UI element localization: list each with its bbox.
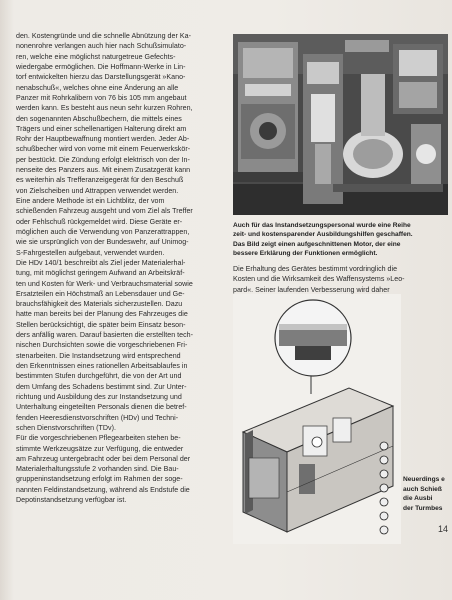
- caption-line: zeit- und kostensparender Ausbildungshilfen geschaffen.: [233, 231, 413, 239]
- text-line: Rohr der Hauptbewaffnung montiert werden. Jeder Ab-: [16, 135, 190, 144]
- text-line: stimmte Werkzeugsätze zur Verfügung, die entweder: [16, 444, 184, 453]
- engine-photo: [233, 34, 448, 215]
- text-line: Panzer mit Rohrkalibern von 76 bis 105 mm angebaut: [16, 93, 187, 102]
- text-line: nenseite des Panzers aus. Mit einem Zusatzgerät kann: [16, 166, 191, 175]
- illustration-caption: [403, 475, 452, 513]
- text-line: Die Erhaltung des Gerätes bestimmt vordringlich die: [233, 265, 398, 273]
- text-line: Materialerhaltungsstufe 2 vorhanden sind. Die Bau-: [16, 465, 179, 474]
- caption-line: die Ausbi: [403, 495, 433, 503]
- text-line: nannten Feldinstandsetzung, während als Endstufe die: [16, 485, 190, 494]
- text-line: schießenden Fahrzeug ausgeht und vom Ziel als Treffer: [16, 207, 193, 216]
- text-line: es weiterhin als Trefferanzeigegerät für den Beschuß: [16, 176, 184, 185]
- simulator-illustration: [233, 294, 401, 544]
- text-line: per bestückt. Die Zündung erfolgt elektrisch von der In-: [16, 155, 190, 164]
- text-line: am Fahrzeug untergebracht oder bei dem Personal der: [16, 454, 191, 463]
- text-line: pard«. Seiner laufenden Verbesserung wird daher: [233, 285, 390, 294]
- text-line: tung, mit möglichst geringem Aufwand an Arbeitskräf-: [16, 269, 185, 278]
- text-line: wiedergabe ermöglichen. Die Hoffmann-Werke in Lin-: [16, 62, 186, 71]
- text-line: den sogenannten Abschußbechern, die mittels eines: [16, 114, 182, 123]
- caption-line: bessere Erklärung der Funktionen ermöglicht.: [233, 249, 378, 257]
- text-line: schußbecher wird von vorne mit einem Feuerwerkskör-: [16, 145, 191, 154]
- text-line: schen Dienstvorschriften (TDv).: [16, 423, 116, 432]
- text-line: Unterhaltung eingeteilten Personals dienen die betref-: [16, 403, 187, 412]
- caption-line: auch Schieß: [403, 485, 442, 493]
- text-line: dem Umfang des Schadens bestimmt sind. Zur Unter-: [16, 382, 187, 391]
- right-text-column: [233, 264, 448, 295]
- text-line: richtung und Ausbildung des zur Instandsetzung und: [16, 392, 182, 401]
- text-line: fenden Heeresdienstvorschriften (HDv) und Techni-: [16, 413, 179, 422]
- caption-line: Neuerdings e: [403, 476, 445, 483]
- text-line: den. Kostengründe und die schnelle Abnützung der Ka-: [16, 32, 191, 40]
- text-line: wie sie ursprünglich von der Bundeswehr, auf Unimog-: [16, 238, 189, 247]
- text-line: werden kann. Es besteht aus neun sehr kurzen Rohren,: [16, 104, 193, 113]
- text-line: Depotinstandsetzung verfügbar ist.: [16, 496, 127, 505]
- text-line: den Erkenntnissen eines rationellen Arbeitsablaufes in: [16, 362, 188, 370]
- text-line: möglichen auch die Verwendung von Panzerattrappen,: [16, 227, 190, 236]
- text-line: ten und Kosten für Werk- und Verbrauchsmaterial sowie: [16, 279, 193, 288]
- page-number: 14: [438, 524, 449, 534]
- text-line: Für die vorgeschriebenen Pflegearbeiten stehen be-: [16, 434, 181, 443]
- left-text-column: [16, 31, 228, 505]
- text-line: hatte man bereits bei der Planung des Fahrzeuges die: [16, 310, 188, 319]
- text-line: Trägers und einer schellenartigen Halterung direkt am: [16, 124, 187, 133]
- caption-line: Auch für das Instandsetzungspersonal wurde eine Reihe: [233, 222, 411, 229]
- caption-line: der Turmbes: [403, 504, 443, 512]
- text-line: Die HDv 140/1 beschreibt als Ziel jeder Materialerhal-: [16, 258, 186, 267]
- text-line: von Zielscheiben und Attrappen verwendet werden.: [16, 186, 179, 195]
- text-line: ders anfällig waren. Darauf basierten die erstellten tech-: [16, 331, 194, 340]
- text-line: nenabschuß«, welches ohne eine Änderung an alle: [16, 83, 179, 92]
- text-line: ren, welche eine möglichst naturgetreue Gefechts-: [16, 52, 176, 61]
- text-line: gruppeninstandsetzung erfolgt im Rahmen der soge-: [16, 475, 183, 484]
- text-line: Kosten und die Wirksamkeit des Waffensystems »Leo-: [233, 275, 405, 284]
- text-line: S-Fahrgestellen aufgebaut, verwendet wurden.: [16, 248, 165, 257]
- text-line: Eine andere Methode ist ein Lichtblitz, der vom: [16, 197, 165, 205]
- text-line: Stellen berücksichtigt, die später beim Einsatz beson-: [16, 320, 186, 329]
- caption-line: Das Bild zeigt einen aufgeschnittenen Motor, der eine: [233, 240, 401, 248]
- text-line: oder Fehlschuß rückgemeldet wird. Diese Geräte er-: [16, 217, 183, 226]
- text-line: nonenrohre verlangen auch hier nach Schußsimulato-: [16, 42, 187, 51]
- text-line: bestimmten Stufen durchgeführt, die von der Art und: [16, 372, 182, 381]
- engine-photo-caption: [233, 221, 448, 258]
- text-line: torf entwickelten hierzu das Darstellungsgerät »Kano-: [16, 73, 186, 82]
- text-line: stenarbeiten. Die Instandsetzung wird entsprechend: [16, 351, 181, 360]
- text-line: nischen Durchsichten sowie die vorgeschriebenen Fri-: [16, 341, 188, 350]
- text-line: brauchsfähigkeit des Materials sicherzustellen. Dazu: [16, 300, 183, 309]
- text-line: Ersatzteilen ein Höchstmaß an Lebensdauer und Ge-: [16, 289, 185, 298]
